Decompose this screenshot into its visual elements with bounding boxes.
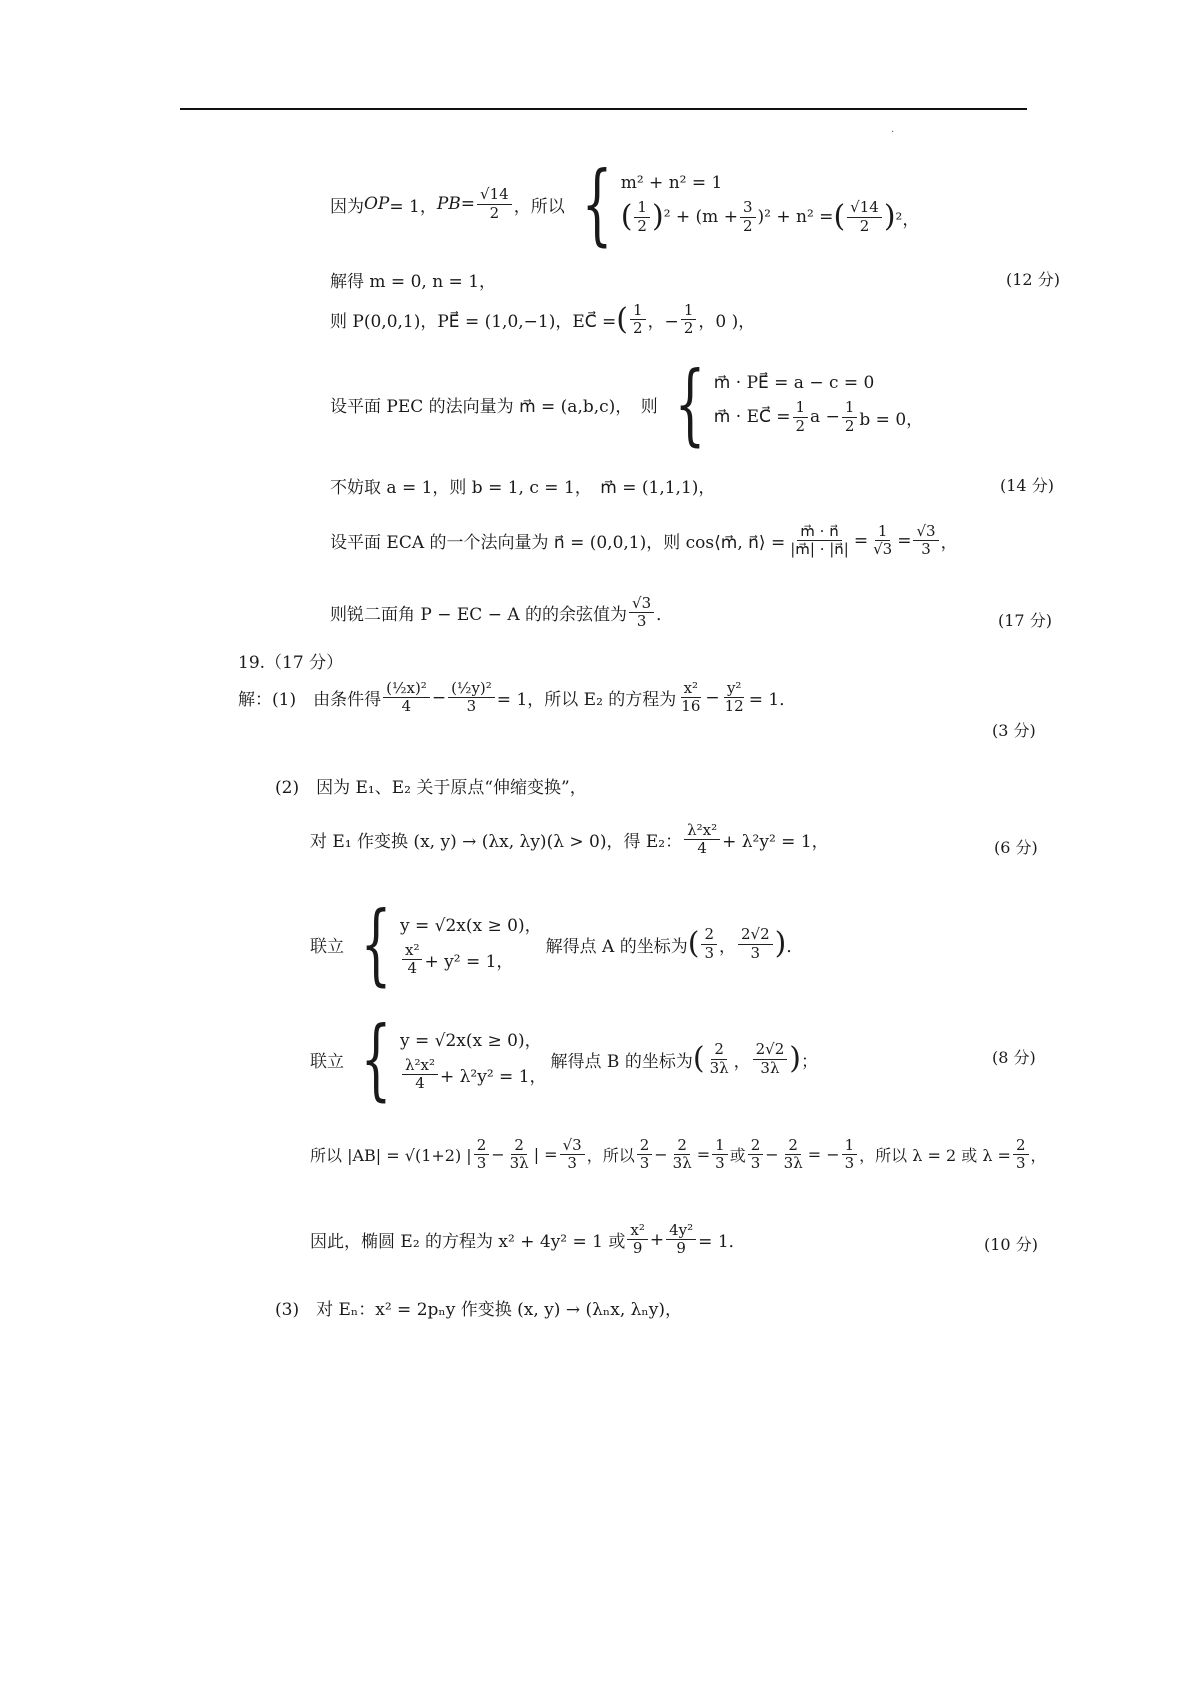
system-row: y = √2x(x ≥ 0)， <box>400 915 542 936</box>
brace: { <box>674 352 706 455</box>
line-solve-a: 联立 { y = √2x(x ≥ 0)， $\frac{\text{x²}}{4}$ + y² = 1， 解得点 A 的坐标为 ( $\frac{2}{3}$ ， $\frac{2√2}{3}$ ) ． <box>310 892 804 995</box>
line-part1: 解：(1) 由条件得 $\frac{\text{(½x)²}}{4}$ − $\frac{\text{(½y)²}}{3}$ = 1，所以 E₂ 的方程为 $\frac{\text{x²}}{16}$ − $\frac{\text{y²}}{12}$ = 1． <box>238 679 797 716</box>
text: PB <box>436 194 461 214</box>
text: 因为 <box>330 196 364 217</box>
system-row: m⃗ · EC⃗ = $\frac{1}{2}$ a − $\frac{1}{2}$ b = 0， <box>713 398 924 435</box>
fraction: $\frac{√14}{2}$ <box>477 186 512 222</box>
brace: { <box>360 1007 392 1110</box>
system-row: m² + n² = 1 <box>620 173 723 194</box>
line-cos: 设平面 ECA 的一个法向量为 n⃗ = (0,0,1)，则 cos⟨m⃗, n⃗⟩ = $\frac{m⃗ \cdot n⃗}{|m⃗| \cdot |n⃗|}$ = $\frac{1}{√3}$ = $\frac{√3}{3}$ ， <box>330 522 958 559</box>
line-choose-a: 不妨取 a = 1，则 b = 1, c = 1， m⃗ = (1,1,1)， <box>330 478 716 498</box>
line-part3: (3) 对 Eₙ：x² = 2pₙy 作变换 (x, y) → (λₙx, λₙy)， <box>275 1300 683 1320</box>
text: OP <box>364 194 390 214</box>
equation-system <box>348 1007 547 1110</box>
question-19-heading: 19.（17 分） <box>238 653 344 673</box>
equation-system <box>348 892 542 995</box>
system-row: $\frac{\text{x²}}{4}$ + y² = 1， <box>400 942 542 978</box>
brace: { <box>360 892 392 995</box>
text: ，所以 <box>513 196 565 217</box>
scan-speck: · <box>891 127 895 138</box>
system-row: m⃗ · PE⃗ = a − c = 0 <box>713 373 875 394</box>
points-8: (8 分) <box>992 1048 1036 1067</box>
points-6: (6 分) <box>994 838 1038 857</box>
points-12: (12 分) <box>1006 270 1060 289</box>
line-vectors: 则 P(0,0,1)，PE⃗ = (1,0,−1)，EC⃗ = ( $\frac{1}{2}$ ，− $\frac{1}{2}$ ，0 )， <box>330 301 756 338</box>
header-rule <box>180 108 1027 110</box>
system-row: ( $\frac{1}{2}$ ) ² + (m + $\frac{3}{2}$ )² + n² = ( $\frac{√14}{2}$ ) ²， <box>620 198 920 235</box>
points-17: (17 分) <box>998 611 1052 630</box>
line-solve-mn: 解得 m = 0, n = 1， <box>330 272 497 292</box>
text: = 1， <box>389 196 437 217</box>
line-solve-b: 联立 { y = √2x(x ≥ 0)， $\frac{\text{λ²x²}}{4}$ + λ²y² = 1， 解得点 B 的坐标为 ( $\frac{2}{3\lambda}$ ， $\frac{2√2}{3\lambda}$ ) ； <box>310 1007 818 1110</box>
points-10: (10 分) <box>984 1235 1038 1254</box>
brace: { <box>581 152 613 255</box>
equation-system <box>569 152 920 255</box>
line-op-pb <box>330 152 923 255</box>
line-part2-intro: (2) 因为 E₁、E₂ 关于原点“伸缩变换”， <box>275 778 587 798</box>
text: = <box>460 194 476 214</box>
line-transform: 对 E₁ 作变换 (x, y) → (λx, λy)(λ > 0)，得 E₂： $\frac{\text{λ²x²}}{4}$ + λ²y² = 1， <box>310 821 829 858</box>
line-normal-pec: 设平面 PEC 的法向量为 m⃗ = (a,b,c)， 则 { m⃗ · PE⃗ = a − c = 0 m⃗ · EC⃗ = $\frac{1}{2}$ a − $\frac{1}{2}$ b = 0， <box>330 352 924 455</box>
line-dihedral: 则锐二面角 P − EC − A 的的余弦值为 $\frac{√3}{3}$ ． <box>330 594 674 631</box>
line-ab-length: 所以 |AB| = √(1+2) | $\frac{2}{3}$ − $\frac{2}{3\lambda}$ | = $\frac{√3}{3}$ ，所以 $\frac{2}{3}$ − $\frac{2}{3\lambda}$ = $\frac{1}{3}$ 或 $\frac{2}{3}$ − $\frac{2}{3\lambda}$ = − $\frac{1}{3}$ ，所以 λ = 2 或 λ = $\frac{2}{3}$ ， <box>310 1136 1047 1173</box>
points-14: (14 分) <box>1000 476 1054 495</box>
equation-system <box>662 352 924 455</box>
points-3: (3 分) <box>992 721 1036 740</box>
line-ellipse-result: 因此，椭圆 E₂ 的方程为 x² + 4y² = 1 或 $\frac{\text{x²}}{9}$ + $\frac{\text{4y²}}{9}$ = 1． <box>310 1221 746 1258</box>
system-row: $\frac{\text{λ²x²}}{4}$ + λ²y² = 1， <box>400 1057 547 1093</box>
system-row: y = √2x(x ≥ 0)， <box>400 1030 542 1051</box>
